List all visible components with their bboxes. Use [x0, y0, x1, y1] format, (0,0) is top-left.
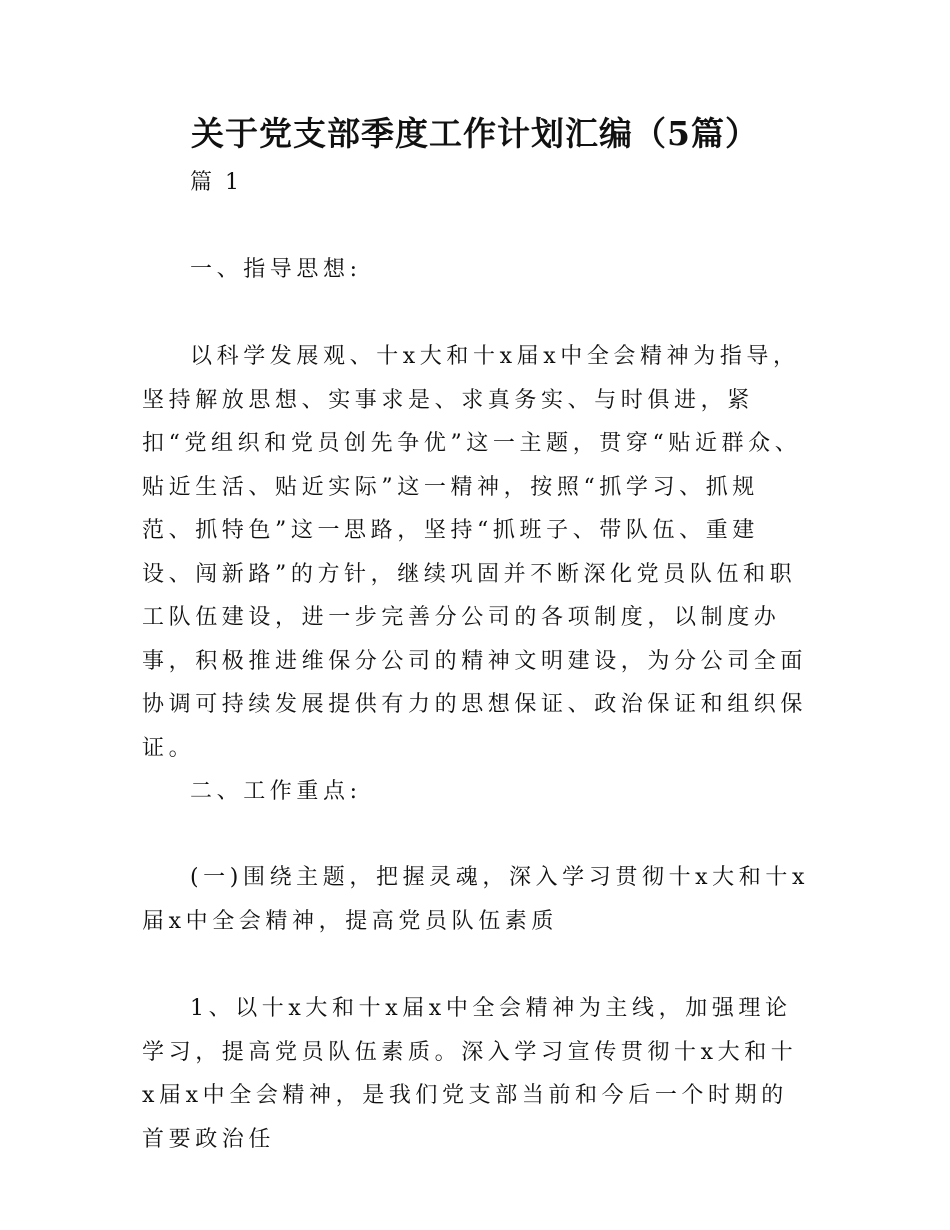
subheading-theme: (一)围绕主题，把握灵魂，深入学习贯彻十x大和十x届x中全会精神，提高党员队伍素质 — [142, 865, 809, 934]
section-label: 篇 1 — [190, 170, 242, 195]
paragraph-study: 1、以十x大和十x届x中全会精神为主线，加强理论学习，提高党员队伍素质。深入学习宣传贯彻十x大和十x届x中全会精神，是我们党支部当前和今后一个时期的首要政治任 — [142, 996, 798, 1152]
heading-work-priorities: 二、工作重点: — [190, 779, 362, 804]
paragraph-guiding-ideology: 以科学发展观、十x大和十x届x中全会精神为指导，坚持解放思想、实事求是、求真务实、与时俱进，紧扣“党组织和党员创先争优”这一主题，贯穿“贴近群众、贴近生活、贴近实际”这一精神，按照“抓学习、抓规范、抓特色”这一思路，坚持“抓班子、带队伍、重建设、闯新路”的方针，继续巩固并不断深化党员队伍和职工队伍建设，进一步完善分公司的各项制度，以制度办事，积极推进维保分公司的精神文明建设，为分公司全面协调可持续发展提供有力的思想保证、政治保证和组织保证。 — [142, 344, 808, 761]
heading-guiding-ideology: 一、指导思想: — [190, 257, 362, 282]
document-title: 关于党支部季度工作计划汇编（5篇） — [191, 114, 759, 153]
